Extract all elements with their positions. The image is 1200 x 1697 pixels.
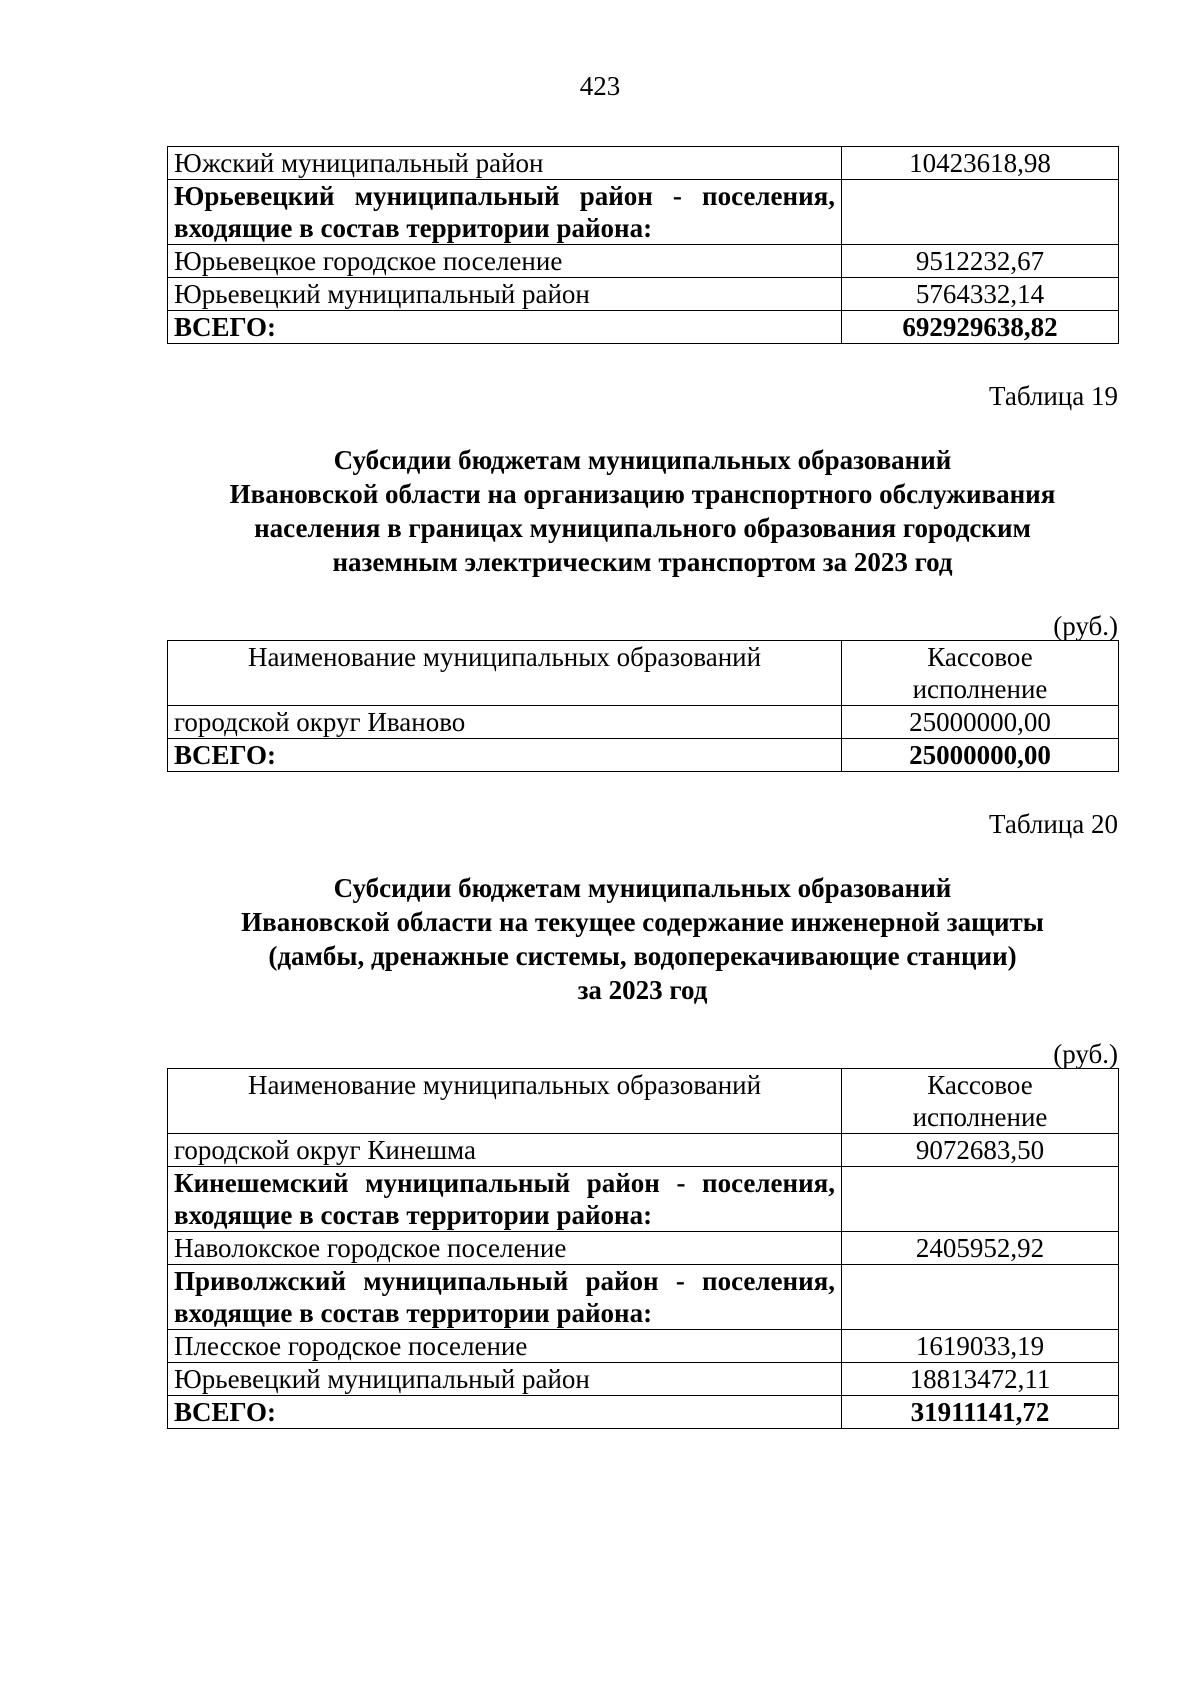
total-value: 25000000,00 (842, 739, 1119, 772)
total-value: 31911141,72 (842, 1396, 1119, 1429)
total-row (168, 1396, 1119, 1429)
row-name: Плесское городское поселение (168, 1330, 842, 1363)
table-row (168, 1134, 1119, 1167)
group-name: Юрьевецкий муниципальный район - поселения, входящие в состав территории района: (168, 180, 842, 245)
row-value (842, 180, 1119, 245)
table-20-label: Таблица 20 (989, 809, 1118, 839)
group-row (168, 1265, 1119, 1330)
header-name: Наименование муниципальных образований (168, 641, 842, 706)
table-20-title: Субсидии бюджетам муниципальных образований Ивановской области на текущее содержание инженерной защиты (дамбы, дренажные системы, водоперекачивающие станции) за 2023 год (241, 873, 1044, 1005)
row-value: 9512232,67 (842, 245, 1119, 278)
table-row (168, 278, 1119, 311)
continued-table (167, 146, 1119, 344)
table-row (168, 147, 1119, 180)
row-value: 2405952,92 (842, 1232, 1119, 1265)
table-row (168, 1330, 1119, 1363)
row-name: Наволокское городское поселение (168, 1232, 842, 1265)
row-name: городской округ Иваново (168, 706, 842, 739)
header-value: Кассовое исполнение (842, 641, 1119, 706)
group-row (168, 180, 1119, 245)
page-number: 423 (579, 71, 621, 101)
row-name: Юрьевецкое городское поселение (168, 245, 842, 278)
total-row (168, 739, 1119, 772)
row-value (842, 1265, 1119, 1330)
total-label: ВСЕГО: (168, 1396, 842, 1429)
table-row (168, 706, 1119, 739)
header-value: Кассовое исполнение (842, 1069, 1119, 1134)
row-name: городской округ Кинешма (168, 1134, 842, 1167)
table-19-title: Субсидии бюджетам муниципальных образований Ивановской области на организацию транспортного обслуживания населения в границах муниципального образования городским наземным электрическим транспортом за 2023 год (229, 445, 1056, 577)
table-row (168, 245, 1119, 278)
row-value: 9072683,50 (842, 1134, 1119, 1167)
group-name: Приволжский муниципальный район - поселения, входящие в состав территории района: (168, 1265, 842, 1330)
row-name: Юрьевецкий муниципальный район (168, 1363, 842, 1396)
row-value: 5764332,14 (842, 278, 1119, 311)
table-19 (167, 640, 1119, 772)
row-name: Южский муниципальный район (168, 147, 842, 180)
row-value: 18813472,11 (842, 1363, 1119, 1396)
total-value: 692929638,82 (842, 311, 1119, 344)
table-19-unit: (руб.) (1053, 611, 1118, 641)
group-name: Кинешемский муниципальный район - поселения, входящие в состав территории района: (168, 1167, 842, 1232)
table-20-unit: (руб.) (1053, 1039, 1118, 1069)
header-name: Наименование муниципальных образований (168, 1069, 842, 1134)
row-value: 10423618,98 (842, 147, 1119, 180)
total-label: ВСЕГО: (168, 739, 842, 772)
table-row (168, 1232, 1119, 1265)
table-19-label: Таблица 19 (989, 381, 1118, 411)
table-20 (167, 1068, 1119, 1429)
row-name: Юрьевецкий муниципальный район (168, 278, 842, 311)
table-row (168, 1363, 1119, 1396)
table-header (168, 641, 1119, 706)
table-header (168, 1069, 1119, 1134)
total-row (168, 311, 1119, 344)
total-label: ВСЕГО: (168, 311, 842, 344)
row-value: 1619033,19 (842, 1330, 1119, 1363)
group-row (168, 1167, 1119, 1232)
row-value (842, 1167, 1119, 1232)
row-value: 25000000,00 (842, 706, 1119, 739)
